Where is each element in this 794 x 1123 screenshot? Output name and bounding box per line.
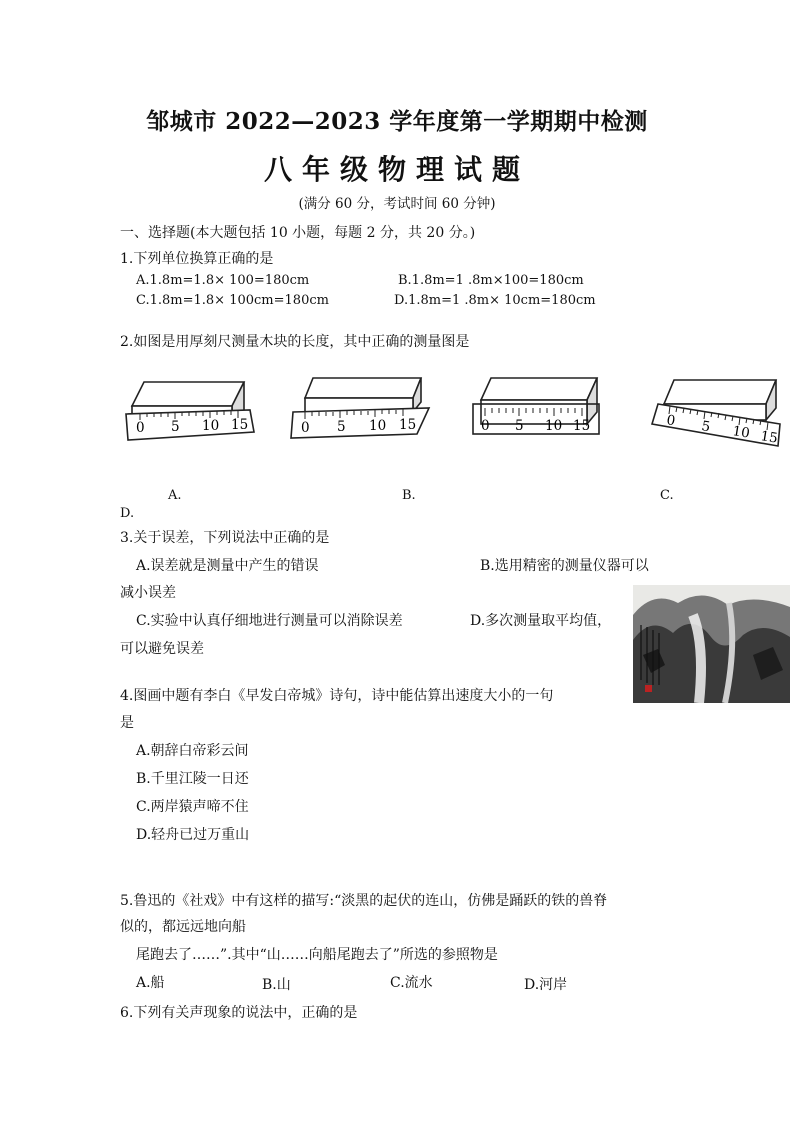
tick-label-5: 5 [171, 419, 180, 435]
tick-label-10: 10 [545, 418, 563, 434]
q5-option-c: C.流水 [390, 975, 433, 991]
tick-label-10: 10 [202, 418, 220, 434]
red-seal [645, 685, 652, 692]
wood-block-top [305, 378, 421, 398]
exam-subject-title: 八年级物理试题 [263, 153, 530, 186]
q4-stem: 4.图画中题有李白《早发白帝城》诗句，诗中能估算出速度大小的一句 [120, 688, 554, 704]
q3-option-b: B.选用精密的测量仪器可以 [480, 558, 649, 574]
tick-label-10: 10 [731, 423, 751, 442]
q1-stem: 1.下列单位换算正确的是 [120, 251, 274, 267]
q2-figure-d [646, 372, 788, 462]
q3-option-b-cont: 减小误差 [120, 585, 176, 601]
q3-option-d-cont: 可以避免误差 [120, 641, 204, 657]
q4-option-b: B.千里江陵一日还 [136, 771, 249, 787]
q3-option-a: A.误差就是测量中产生的错误 [136, 558, 319, 574]
q5-option-d: D.河岸 [524, 977, 568, 993]
q3-stem: 3.关于误差，下列说法中正确的是 [120, 530, 330, 546]
q2-label-d: D. [120, 506, 135, 521]
tick-label-15: 15 [573, 418, 591, 434]
q4-option-d: D.轻舟已过万重山 [136, 827, 250, 843]
q1-option-d: D.1.8m=1 .8m× 10cm=180cm [394, 293, 596, 308]
q2-stem: 2.如图是用厚刻尺测量木块的长度，其中正确的测量图是 [120, 334, 470, 350]
tick-label-5: 5 [337, 419, 346, 435]
tick-label-15: 15 [399, 417, 417, 433]
q2-label-c: C. [660, 488, 674, 503]
tick-label-10: 10 [369, 418, 387, 434]
wood-block-top [481, 378, 597, 400]
q2-figure-c [465, 372, 615, 460]
tick-label-0: 0 [136, 420, 145, 436]
q4-stem-cont: 是 [120, 715, 134, 731]
section-heading: 一、选择题(本大题包括 10 小题，每题 2 分，共 20 分。) [120, 225, 476, 241]
q5-line1: 5.鲁迅的《社戏》中有这样的描写:“淡黑的起伏的连山，仿佛是踊跃的铁的兽脊 [120, 893, 608, 909]
q1-option-b: B.1.8m=1 .8m×100=180cm [398, 273, 584, 288]
q5-option-a: A.船 [136, 975, 165, 991]
q6-stem: 6.下列有关声现象的说法中，正确的是 [120, 1005, 358, 1021]
wood-block-top [664, 380, 776, 404]
wood-block-top [132, 382, 244, 406]
q5-line3: 尾跑去了……”.其中“山……向船尾跑去了”所选的参照物是 [136, 947, 498, 963]
q4-option-a: A.朝辞白帝彩云间 [136, 743, 249, 759]
tick-label-0: 0 [481, 418, 490, 434]
q2-label-b: B. [402, 488, 416, 503]
q1-option-a: A.1.8m=1.8× 100=180cm [136, 273, 310, 288]
tick-label-0: 0 [301, 420, 310, 436]
landscape-painting-image [633, 585, 790, 703]
q3-option-d: D.多次测量取平均值， [470, 613, 612, 629]
q5-line2: 似的，都远远地向船 [120, 919, 246, 935]
tick-label-15: 15 [231, 417, 249, 433]
tick-label-0: 0 [665, 412, 677, 430]
tick-label-15: 15 [759, 428, 779, 447]
q2-figure-a [118, 372, 258, 460]
exam-subtitle: (满分 60 分，考试时间 60 分钟) [298, 196, 496, 212]
tick-label-5: 5 [515, 418, 524, 434]
exam-title: 邹城市 2022—2023 学年度第一学期期中检测 [146, 108, 648, 135]
q1-option-c: C.1.8m=1.8× 100cm=180cm [136, 293, 329, 308]
q5-option-b: B.山 [262, 977, 291, 993]
q2-label-a: A. [168, 488, 182, 503]
q3-option-c: C.实验中认真仔细地进行测量可以消除误差 [136, 613, 403, 629]
tick-label-5: 5 [700, 418, 712, 436]
q2-figure-b [283, 372, 433, 460]
q4-option-c: C.两岸猿声啼不住 [136, 799, 249, 815]
